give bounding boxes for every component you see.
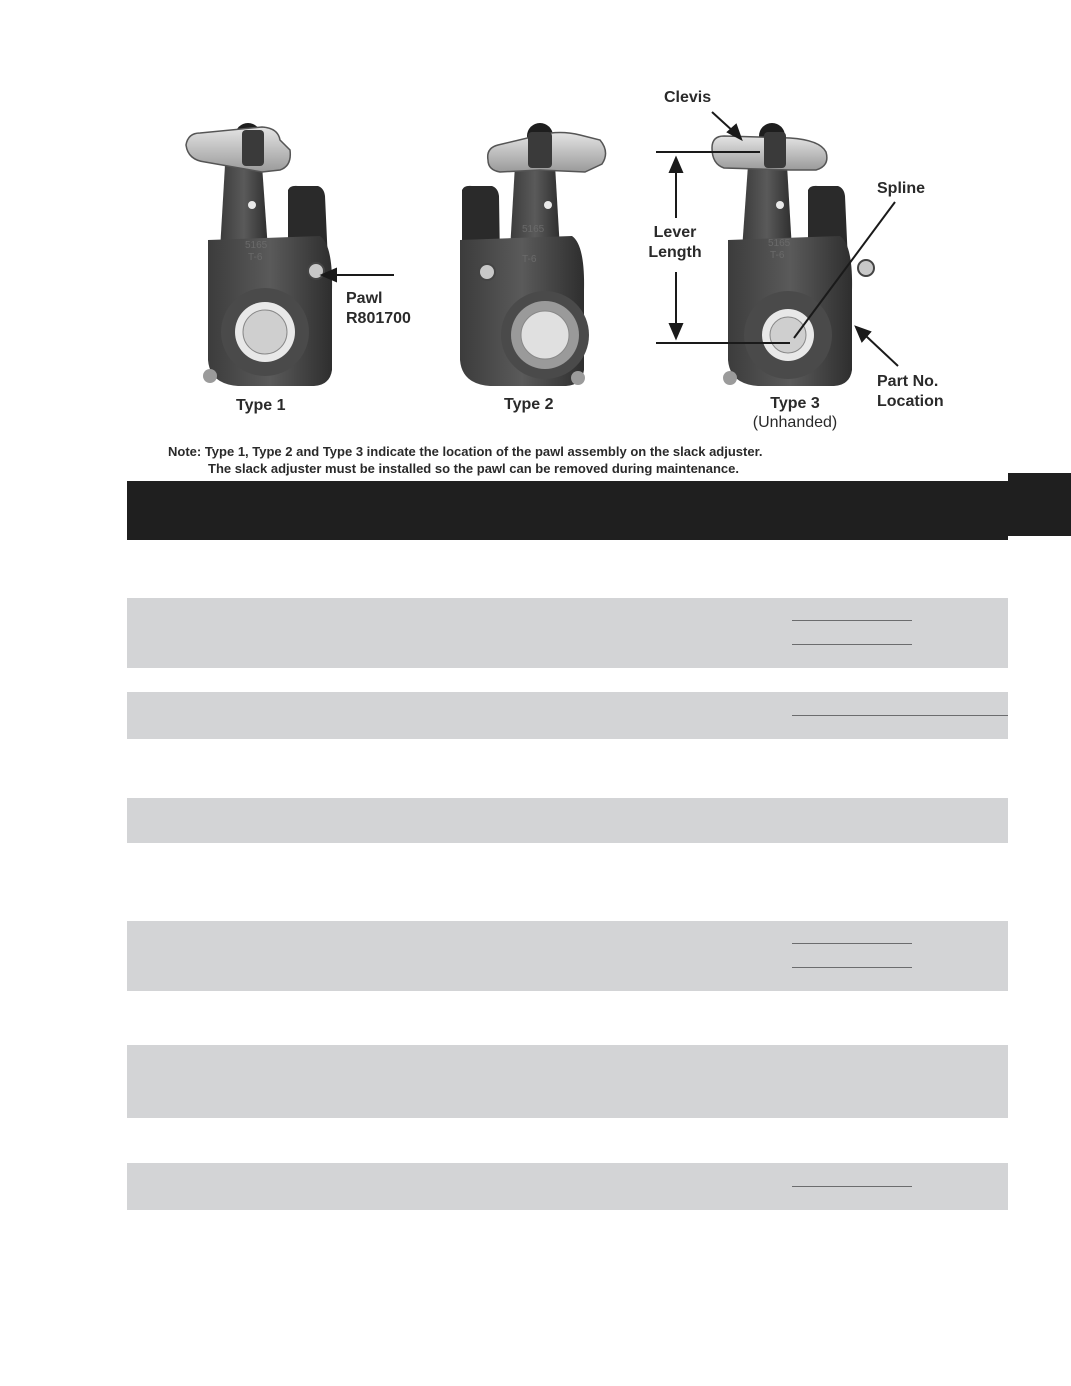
pawl-part-number: R801700 bbox=[346, 310, 411, 327]
slack-adjuster-figure bbox=[0, 0, 1071, 480]
section-header-bar bbox=[127, 481, 1008, 540]
part-no-label-line2: Location bbox=[877, 393, 944, 410]
form-row-3 bbox=[127, 798, 1008, 843]
type1-adjuster bbox=[186, 123, 332, 386]
pawl-label-line1: Pawl bbox=[346, 290, 383, 307]
svg-text:T-6: T-6 bbox=[770, 250, 785, 261]
lever-length-label-line2: Length bbox=[648, 244, 702, 261]
part-no-label-line1: Part No. bbox=[877, 373, 939, 390]
form-row-5 bbox=[127, 1045, 1008, 1118]
svg-text:T-6: T-6 bbox=[248, 252, 263, 263]
clevis-label: Clevis bbox=[664, 89, 712, 106]
note-line1: Note: Type 1, Type 2 and Type 3 indicate the location of the pawl assembly on the slack adjuster. bbox=[168, 444, 763, 459]
form-blank-line[interactable] bbox=[792, 1186, 912, 1187]
svg-text:5165: 5165 bbox=[522, 224, 545, 235]
type3-caption-line1: Type 3 bbox=[770, 395, 820, 412]
type2-caption: Type 2 bbox=[504, 396, 554, 413]
svg-text:T-6: T-6 bbox=[522, 254, 537, 265]
svg-text:5165: 5165 bbox=[245, 240, 268, 251]
note-line2: The slack adjuster must be installed so the pawl can be removed during maintenance. bbox=[208, 461, 739, 476]
form-blank-line[interactable] bbox=[792, 715, 1008, 716]
form-blank-line[interactable] bbox=[792, 620, 912, 621]
type3-caption-line2: (Unhanded) bbox=[752, 414, 838, 431]
chapter-side-tab bbox=[1008, 473, 1071, 536]
form-blank-line[interactable] bbox=[792, 943, 912, 944]
svg-text:5165: 5165 bbox=[768, 238, 791, 249]
type3-adjuster bbox=[712, 123, 874, 386]
type1-caption: Type 1 bbox=[236, 397, 286, 414]
type2-adjuster bbox=[460, 123, 606, 386]
lever-length-label-line1: Lever bbox=[653, 224, 697, 241]
form-blank-line[interactable] bbox=[792, 967, 912, 968]
figure-note bbox=[168, 443, 868, 477]
form-row-1 bbox=[127, 598, 1008, 668]
spline-label: Spline bbox=[877, 180, 926, 197]
form-blank-line[interactable] bbox=[792, 644, 912, 645]
form-row-4 bbox=[127, 921, 1008, 991]
